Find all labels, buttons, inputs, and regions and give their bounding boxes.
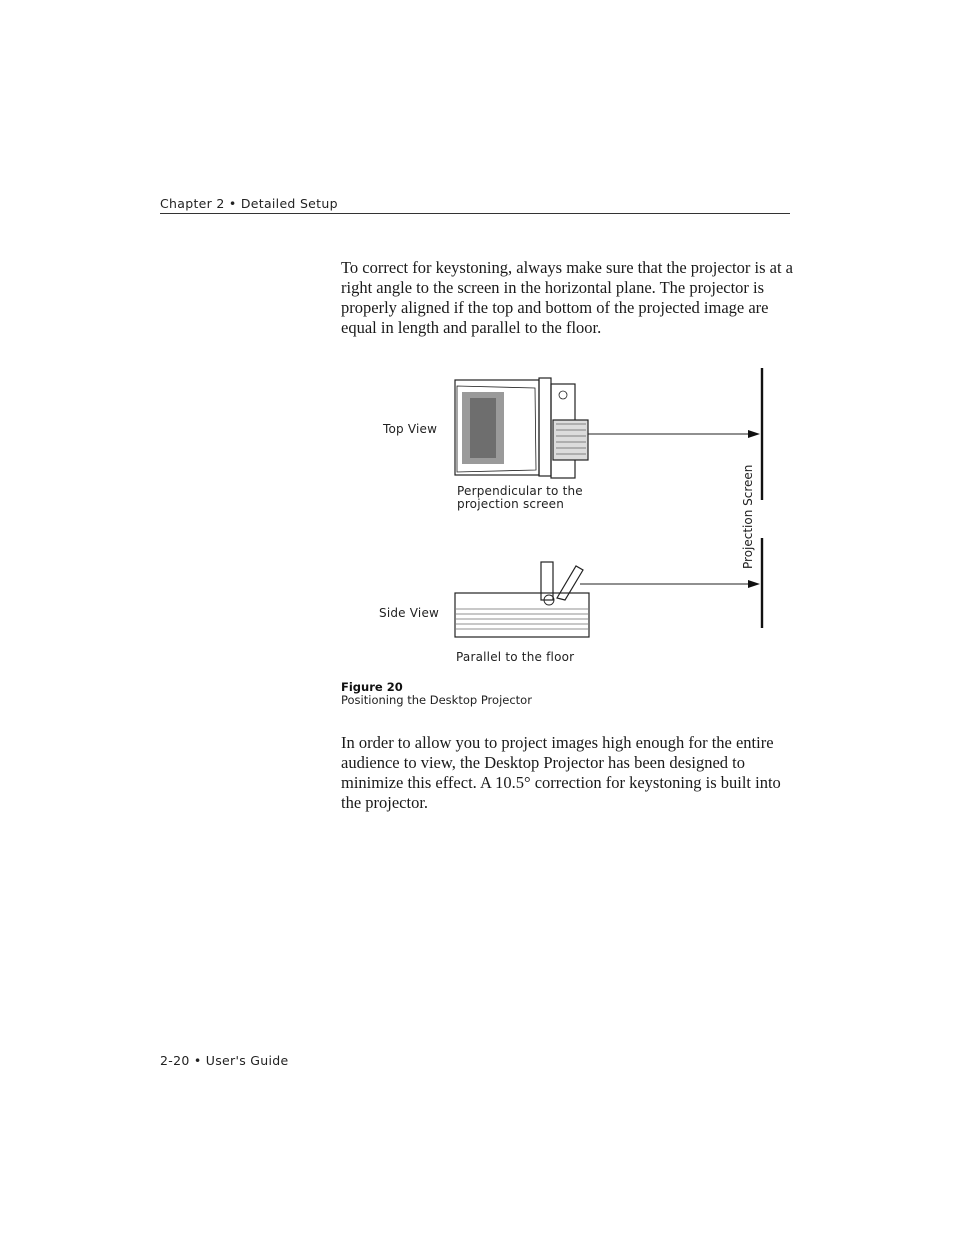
running-footer: 2-20 • User's Guide <box>160 1053 289 1068</box>
projection-screen-label: Projection Screen <box>741 464 755 569</box>
top-view-projector-drawing <box>455 378 588 478</box>
top-view-note-line2: projection screen <box>457 497 565 511</box>
top-view-note-line1: Perpendicular to the <box>457 484 583 498</box>
figure-title: Positioning the Desktop Projector <box>341 693 532 707</box>
top-view-label: Top View <box>383 422 438 436</box>
side-view-projection-arrow <box>580 580 760 588</box>
side-view-label: Side View <box>379 606 440 620</box>
running-header: Chapter 2 • Detailed Setup <box>160 196 338 211</box>
side-view-projector-drawing <box>455 562 589 637</box>
intro-paragraph: To correct for keystoning, always make sure that the projector is at a right angle to the screen in the horizontal plane. The projector is properly aligned if the top and bottom of the projected image are equal in length and parallel to the floor. <box>341 258 793 337</box>
figure-number: Figure 20 <box>341 680 403 694</box>
top-view-projection-arrow <box>588 430 760 438</box>
side-view-note: Parallel to the floor <box>456 650 575 664</box>
keystone-paragraph: In order to allow you to project images high enough for the entire audience to view, the Desktop Projector has been designed to minimize this effect. A 10.5° correction for keystoning is built into the projector. <box>341 733 781 812</box>
